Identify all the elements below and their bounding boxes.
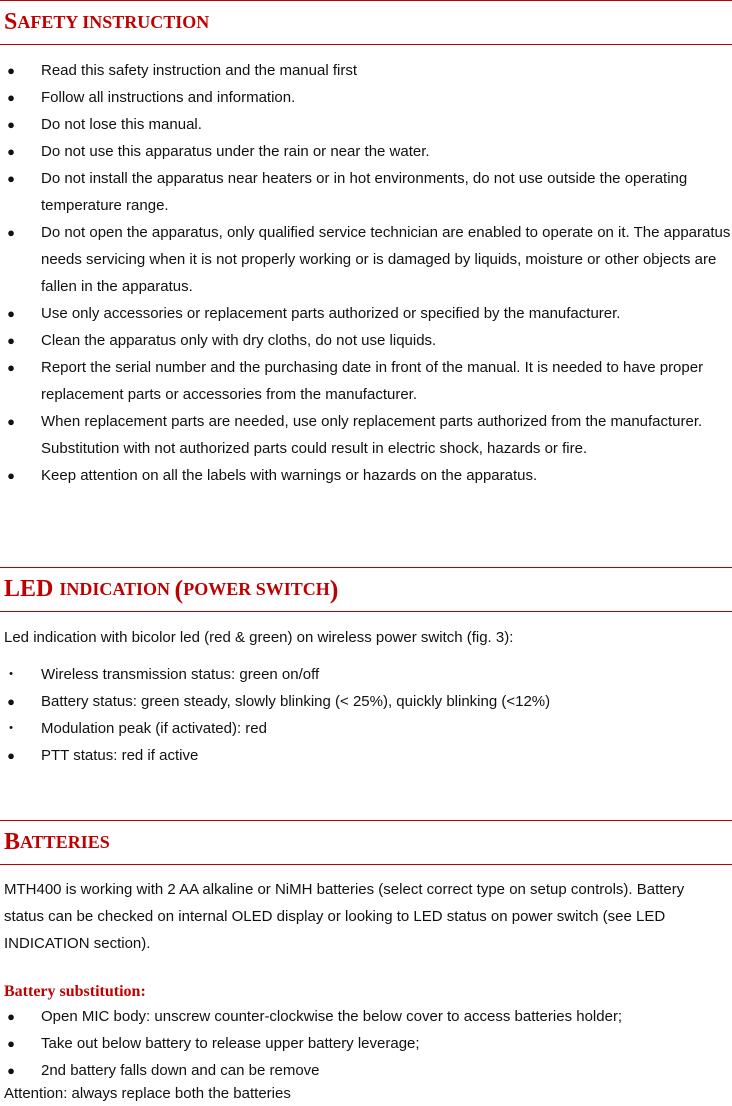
bullet-icon: ● bbox=[7, 225, 15, 240]
list-item: ● Follow all instructions and information. bbox=[0, 84, 732, 111]
bullet-icon: ● bbox=[7, 414, 15, 429]
led-heading-paren-close: ) bbox=[329, 574, 339, 604]
batteries-heading-initial: B bbox=[4, 829, 21, 855]
list-item: ● Battery status: green steady, slowly blinking (< 25%), quickly blinking (<12%) bbox=[0, 688, 732, 715]
bullet-icon: ● bbox=[7, 333, 15, 348]
list-item: ● Do not open the apparatus, only qualified service technician are enabled to operate on it. The apparatus needs servicing when it is not properly working or is damaged by liquids, moisture or other objects are fallen in the apparatus. bbox=[0, 219, 732, 300]
batteries-attention: Attention: always replace both the batteries bbox=[4, 1085, 291, 1102]
led-heading-text: INDICATION bbox=[59, 579, 175, 599]
list-item: ● Open MIC body: unscrew counter-clockwise the below cover to access batteries holder; bbox=[0, 1003, 732, 1030]
bullet-icon: ● bbox=[7, 63, 15, 78]
bullet-icon: ● bbox=[7, 90, 15, 105]
bullet-icon: ● bbox=[7, 171, 15, 186]
list-item: ● Clean the apparatus only with dry cloths, do not use liquids. bbox=[0, 327, 732, 354]
list-item: ● Keep attention on all the labels with warnings or hazards on the apparatus. bbox=[0, 462, 732, 489]
bullet-icon: ● bbox=[7, 694, 15, 709]
list-item: ● PTT status: red if active bbox=[0, 742, 732, 769]
safety-heading bbox=[0, 0, 732, 45]
led-heading-paren-open: ( bbox=[174, 574, 184, 604]
list-item: ● Report the serial number and the purchasing date in front of the manual. It is needed to have proper replacement parts or accessories from the manufacturer. bbox=[0, 354, 732, 408]
led-list bbox=[0, 661, 732, 769]
list-item: ● 2nd battery falls down and can be remove bbox=[0, 1057, 732, 1084]
list-item: • Modulation peak (if activated): red bbox=[0, 715, 732, 742]
list-item: ● Read this safety instruction and the manual first bbox=[0, 57, 732, 84]
list-item: • Wireless transmission status: green on/off bbox=[0, 661, 732, 688]
led-heading bbox=[0, 567, 732, 612]
bullet-icon: ● bbox=[7, 117, 15, 132]
list-item: ● Take out below battery to release upper battery leverage; bbox=[0, 1030, 732, 1057]
list-item: ● Use only accessories or replacement parts authorized or specified by the manufacturer. bbox=[0, 300, 732, 327]
led-heading-power-switch: POWER SWITCH bbox=[183, 579, 330, 599]
bullet-icon: ● bbox=[7, 1009, 15, 1024]
bullet-icon: ● bbox=[7, 360, 15, 375]
led-intro: Led indication with bicolor led (red & green) on wireless power switch (fig. 3): bbox=[4, 629, 514, 646]
bullet-icon: • bbox=[9, 722, 13, 734]
batteries-intro: MTH400 is working with 2 AA alkaline or NiMH batteries (select correct type on setup controls). Battery status can be checked on internal OLED display or looking to LED status on power switch (see LED INDICATION section). bbox=[4, 881, 685, 952]
batteries-heading-text: ATTERIES bbox=[20, 832, 110, 852]
bullet-icon: ● bbox=[7, 1063, 15, 1078]
list-item: ● Do not install the apparatus near heaters or in hot environments, do not use outside the operating temperature range. bbox=[0, 165, 732, 219]
list-item: ● When replacement parts are needed, use only replacement parts authorized from the manufacturer. Substitution with not authorized parts could result in electric shock, hazards or fire. bbox=[0, 408, 732, 462]
bullet-icon: ● bbox=[7, 144, 15, 159]
battery-substitution-list bbox=[0, 1003, 732, 1084]
bullet-icon: • bbox=[9, 668, 13, 680]
safety-heading-initial: S bbox=[4, 9, 18, 35]
bullet-icon: ● bbox=[7, 1036, 15, 1051]
batteries-heading bbox=[0, 820, 732, 865]
battery-substitution-title: Battery substitution: bbox=[4, 983, 146, 1000]
bullet-icon: ● bbox=[7, 468, 15, 483]
safety-list bbox=[0, 57, 732, 489]
safety-heading-text: AFETY INSTRUCTION bbox=[17, 12, 210, 32]
list-item: ● Do not use this apparatus under the rain or near the water. bbox=[0, 138, 732, 165]
bullet-icon: ● bbox=[7, 306, 15, 321]
bullet-icon: ● bbox=[7, 748, 15, 763]
led-heading-initial: LED bbox=[4, 576, 60, 602]
list-item: ● Do not lose this manual. bbox=[0, 111, 732, 138]
